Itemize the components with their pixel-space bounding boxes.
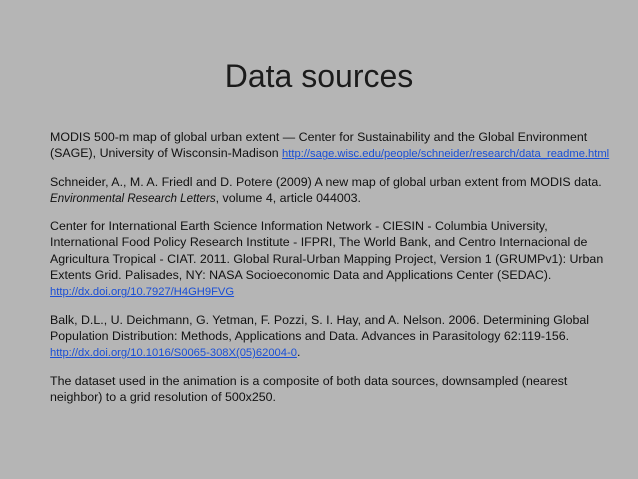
source-paragraph-ciesin xyxy=(50,218,610,300)
source-paragraph-sage xyxy=(50,129,610,163)
slide-body xyxy=(50,129,610,416)
source-text: Balk, D.L., U. Deichmann, G. Yetman, F. Pozzi, S. I. Hay, and A. Nelson. 2006. Determining Global Population Distribution: Methods, Applications and Data. Advances in Parasitology 62:119-156. xyxy=(50,312,590,343)
source-text: MODIS 500-m map of global urban extent — Center for Sustainability and the Global Environment (SAGE), University of Wisconsin-Madison xyxy=(50,130,588,161)
grump-doi-link[interactable]: http://dx.doi.org/10.7927/H4GH9FVG xyxy=(50,286,235,299)
source-text: The dataset used in the animation is a composite of both data sources, downsampled (nearest neighbor) to a grid resolution of 500x250. xyxy=(50,373,568,404)
source-paragraph-balk xyxy=(50,312,610,362)
source-text: , volume 4, article 044003. xyxy=(215,190,361,205)
source-text: . xyxy=(296,345,301,360)
source-paragraph-schneider xyxy=(50,174,610,208)
source-text: Center for International Earth Science Information Network - CIESIN - Columbia University, International Food Policy Research Institute - IFPRI, The World Bank, and Centro Internacional de Agricultura Tropical - CIAT. 2011. Global Rural-Urban Mapping Project, Version 1 (GRUMPv1): Urban Extents Grid. Palisades, NY: NASA Socioeconomic Data and Applications Center (SEDAC). xyxy=(50,219,604,283)
balk-doi-link[interactable]: http://dx.doi.org/10.1016/S0065-308X(05)62004-0 xyxy=(50,347,297,360)
dataset-note xyxy=(50,373,610,406)
slide-title: Data sources xyxy=(224,58,414,94)
source-text: Schneider, A., M. A. Friedl and D. Potere (2009) A new map of global urban extent from MODIS data. xyxy=(50,174,602,189)
sage-link[interactable]: http://sage.wisc.edu/people/schneider/research/data_readme.html xyxy=(282,148,610,161)
journal-name: Environmental Research Letters xyxy=(50,191,216,205)
